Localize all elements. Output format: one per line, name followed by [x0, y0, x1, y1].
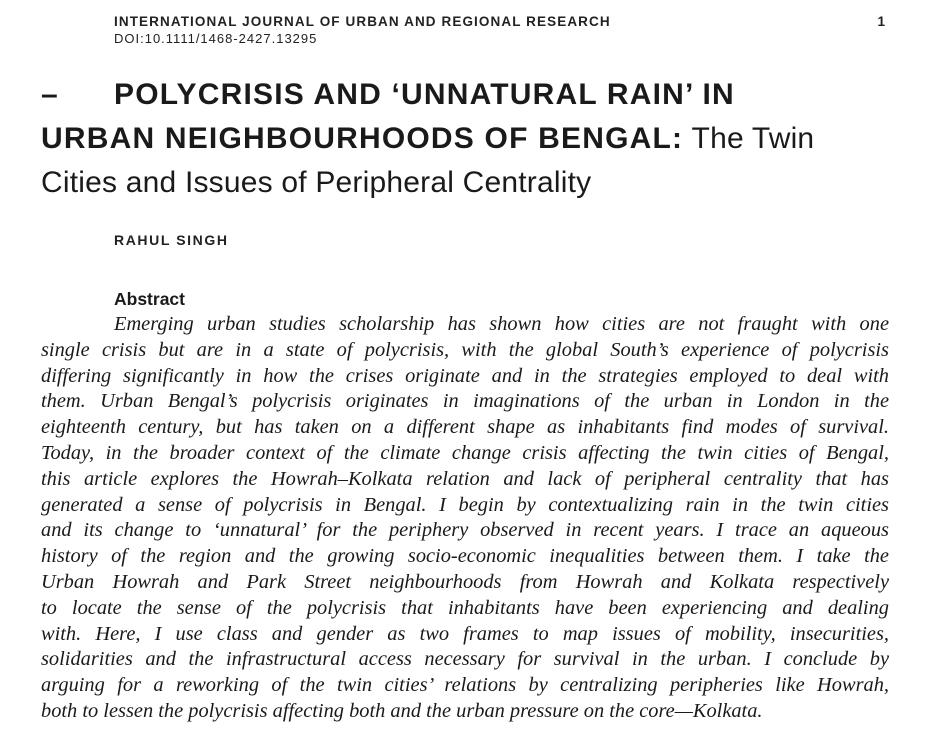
abstract-line: arguing for a reworking of the twin cities’ relations by centralizing peripheries like Howrah, [41, 674, 889, 697]
abstract-line: both to lessen the polycrisis affecting both and the urban pressure on the core—Kolkata. [41, 699, 763, 722]
abstract-line: them. Urban Bengal’s polycrisis originates in imaginations of the urban in London in the [41, 390, 889, 413]
abstract-line: Urban Howrah and Park Street neighbourhoods from Howrah and Kolkata respectively [41, 570, 889, 593]
abstract-line: Emerging urban studies scholarship has shown how cities are not fraught with one [114, 313, 889, 335]
doi-line: DOI:10.1111/1468-2427.13295 [114, 31, 318, 46]
journal-running-head: INTERNATIONAL JOURNAL OF URBAN AND REGIONAL RESEARCH [114, 14, 611, 29]
article-subtitle-part-2: Cities and Issues of Peripheral Centrality [41, 166, 592, 199]
abstract-line: differing significantly in how the crises originate and in the strategies employed to deal with [41, 364, 889, 387]
abstract-line: and its change to ‘unnatural’ for the periphery observed in recent years. I trace an aqueous [41, 519, 889, 542]
abstract-line: generated a sense of polycrisis in Bengal. I begin by contextualizing rain in the twin cities [41, 493, 889, 516]
article-subtitle-part-1: The Twin [691, 122, 815, 155]
title-dash: – [41, 78, 58, 111]
author-name: RAHUL SINGH [114, 232, 229, 248]
abstract-line: solidarities and the infrastructural access necessary for survival in the urban. I conclude by [41, 648, 889, 671]
abstract-line: Today, in the broader context of the climate change crisis affecting the twin cities of Bengal, [41, 441, 889, 464]
abstract-line: with. Here, I use class and gender as two frames to map issues of mobility, insecurities, [41, 622, 889, 645]
abstract-line: eighteenth century, but has taken on a different shape as inhabitants find modes of survival. [41, 416, 889, 439]
page-number: 1 [877, 14, 885, 29]
abstract-line: history of the region and the growing socio-economic inequalities between them. I take the [41, 545, 889, 568]
abstract-line: to locate the sense of the polycrisis that inhabitants have been experiencing and dealing [41, 596, 889, 619]
article-title-block [41, 73, 921, 205]
article-title-line-1: POLYCRISIS AND ‘UNNATURAL RAIN’ IN [114, 78, 735, 111]
abstract-line: single crisis but are in a state of polycrisis, with the global South’s experience of polycrisis [41, 338, 889, 361]
abstract-line: this article explores the Howrah–Kolkata relation and lack of peripheral centrality that has [41, 467, 889, 490]
abstract-body [41, 312, 889, 725]
abstract-heading: Abstract [114, 289, 185, 309]
article-title-line-2: URBAN NEIGHBOURHOODS OF BENGAL: [41, 122, 684, 155]
